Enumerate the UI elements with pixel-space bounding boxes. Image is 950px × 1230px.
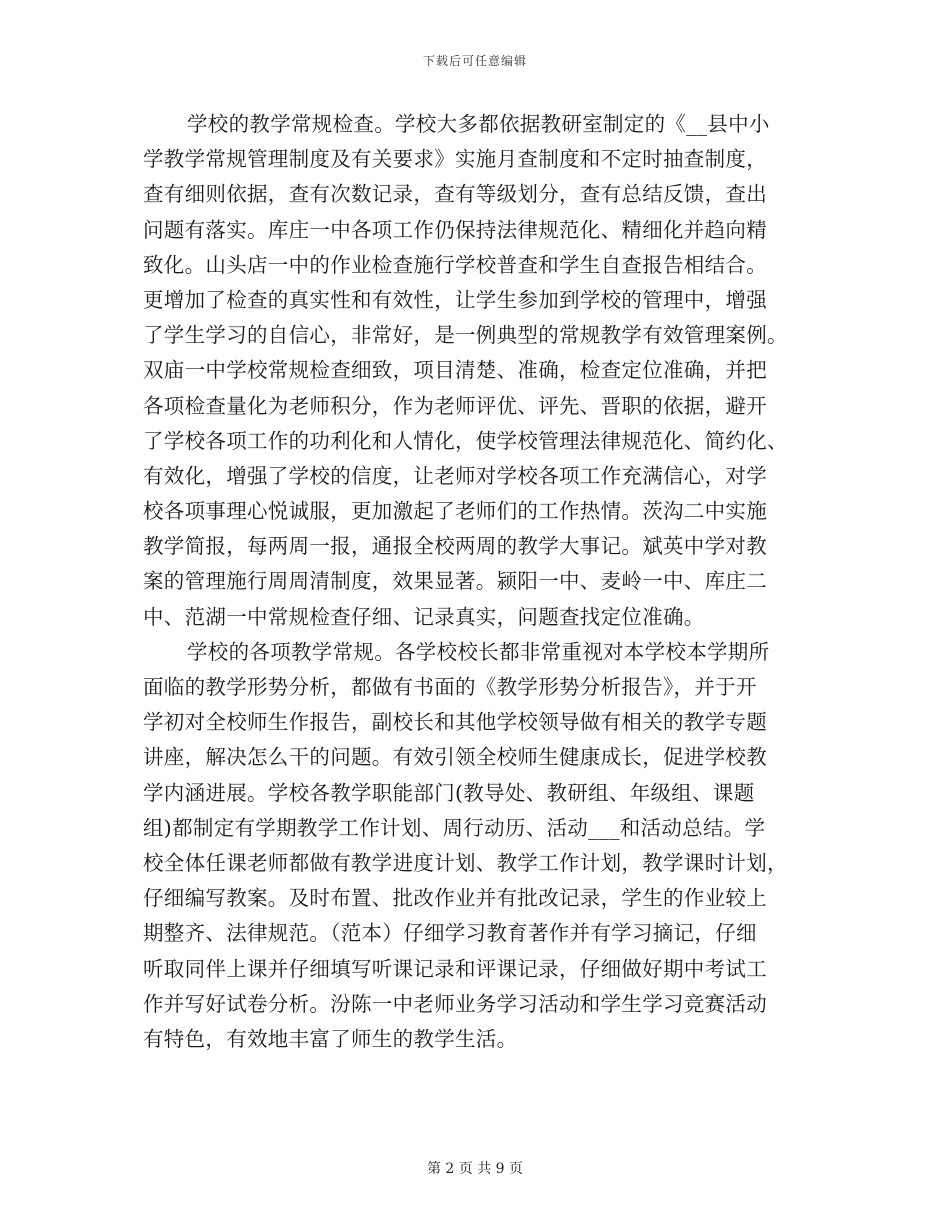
paragraph-2	[143, 635, 813, 1057]
text-line: 学内涵进展。学校各教学职能部门(教导处、教研组、年级组、课题	[143, 780, 755, 805]
text-line: 听取同伴上课并仔细填写听课记录和评课记录，仔细做好期中考试工	[143, 956, 767, 981]
text-line: 双庙一中学校常规检查细致，项目清楚、准确，检查定位准确，并把	[143, 358, 767, 383]
text-line: 学校的教学常规检查。学校大多都依据教研室制定的《__县中小	[187, 112, 770, 136]
page-header: 下载后可任意编辑	[422, 54, 527, 68]
text-line: 面临的教学形势分析，都做有书面的《教学形势分析报告》，并于开	[143, 675, 757, 699]
text-line: 案的管理施行周周清制度，效果显著。颍阳一中、麦岭一中、库庄二	[143, 569, 767, 594]
text-line: 了学生学习的自信心，非常好，是一例典型的常规教学有效管理案例。	[143, 323, 788, 348]
text-line: 组)都制定有学期教学工作计划、周行动历、活动___和活动总结。学	[143, 815, 766, 840]
text-line: 期整齐、法律规范。（范本）仔细学习教育著作并有学习摘记，仔细	[143, 921, 757, 946]
text-line: 校全体任课老师都做有教学进度计划、教学工作计划，教学课时计划，	[143, 850, 788, 875]
text-line: 致化。山头店一中的作业检查施行学校普查和学生自查报告相结合。	[143, 252, 767, 277]
text-line: 更增加了检查的真实性和有效性，让学生参加到学校的管理中，增强	[143, 287, 767, 312]
text-line: 仔细编写教案。及时布置、批改作业并有批改记录，学生的作业较上	[143, 886, 767, 911]
text-line: 讲座，解决怎么干的问题。有效引领全校师生健康成长，促进学校教	[143, 745, 767, 770]
text-line: 教学简报，每两周一报，通报全校两周的教学大事记。斌英中学对教	[143, 534, 767, 559]
text-line: 了学校各项工作的功利化和人情化，使学校管理法律规范化、简约化、	[143, 428, 788, 453]
text-line: 查有细则依据，查有次数记录，查有等级划分，查有总结反馈，查出	[143, 182, 767, 207]
text-line: 中、范湖一中常规检查仔细、记录真实，问题查找定位准确。	[143, 604, 705, 629]
paragraph-1	[143, 107, 813, 635]
document-body	[143, 107, 813, 1057]
text-line: 学校的各项教学常规。各学校校长都非常重视对本学校本学期所	[187, 639, 770, 664]
text-line: 校各项事理心悦诚服，更加激起了老师们的工作热情。茨沟二中实施	[143, 499, 767, 524]
text-line: 学初对全校师生作报告，副校长和其他学校领导做有相关的教学专题	[143, 710, 767, 735]
text-line: 问题有落实。库庄一中各项工作仍保持法律规范化、精细化并趋向精	[143, 217, 767, 242]
text-line: 学教学常规管理制度及有关要求》实施月查制度和不定时抽查制度，	[143, 147, 767, 172]
page-number: 第 2 页 共 9 页	[426, 1161, 524, 1177]
text-line: 作并写好试卷分析。汾陈一中老师业务学习活动和学生学习竞赛活动	[143, 991, 767, 1016]
text-line: 各项检查量化为老师积分，作为老师评优、评先、晋职的依据，避开	[143, 393, 767, 418]
text-line: 有效化，增强了学校的信度，让老师对学校各项工作充满信心，对学	[143, 463, 767, 488]
text-line: 有特色，有效地丰富了师生的教学生活。	[143, 1026, 518, 1051]
